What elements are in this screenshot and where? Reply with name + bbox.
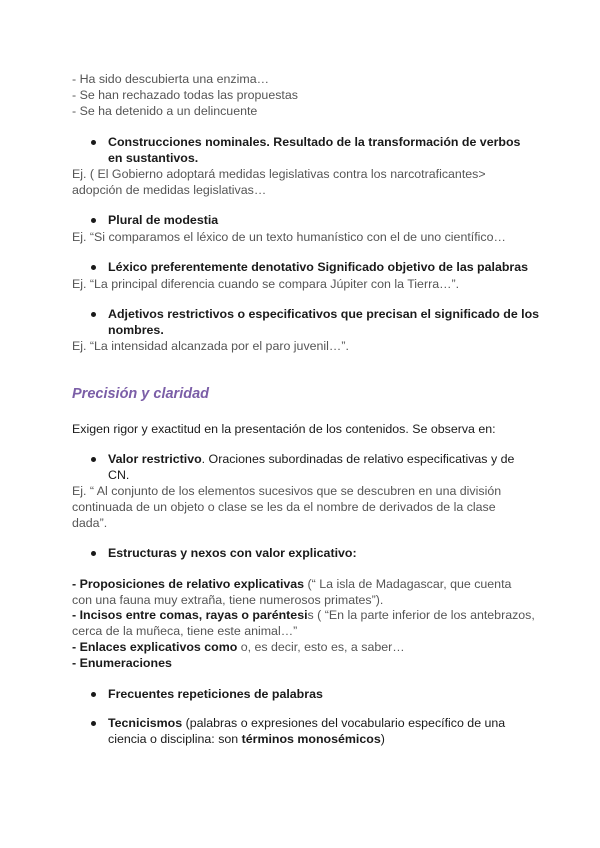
bullet-dot [91,551,96,556]
example-text: continuada de un objeto o clase se les da el nombre de derivados de la clase [72,500,496,514]
intro-list-item: - Se ha detenido a un delincuente [72,104,258,118]
bullet-dot [91,312,96,317]
bullet-nominales: Construcciones nominales. Resultado de la transformación de verbos [108,135,521,149]
bullet-dot [91,692,96,697]
incisos [72,607,535,623]
bullet-valor-bold: Valor restrictivo [108,452,202,466]
example-text: Ej. “La principal diferencia cuando se compara Júpiter con la Tierra…”. [72,277,460,291]
bullet-tecnicismos-cont [108,731,385,747]
tecnicismos-post: ) [380,732,385,746]
bullet-dot [91,721,96,726]
incisos-rest: ( “En la parte inferior de los antebrazos, [313,608,535,622]
bullet-valor-rest: . Oraciones subordinadas de relativo especificativas y de [201,452,515,466]
prop-relativo-bold: - Proposiciones de relativo explicativas [72,577,305,591]
tecnicismos-term: términos monosémicos [241,732,381,746]
example-text: dada”. [72,516,108,530]
bullet-dot [91,265,96,270]
intro-list-item: - Ha sido descubierta una enzima… [72,72,269,86]
bullet-repeticiones: Frecuentes repeticiones de palabras [108,687,323,701]
intro-list-item: - Se han rechazado todas las propuestas [72,88,298,102]
prop-relativo [72,576,511,592]
example-text: Ej. ( El Gobierno adoptará medidas legislativas contra los narcotraficantes> [72,167,486,181]
example-text: adopción de medidas legislativas… [72,183,267,197]
enlaces-bold: - Enlaces explicativos como [72,640,238,654]
tecnicismos-pre: ciencia o disciplina: son [108,732,242,746]
bullet-dot [91,140,96,145]
bullet-lexico: Léxico preferentemente denotativo Significado objetivo de las palabras [108,260,529,274]
prop-relativo-rest: (“ La isla de Madagascar, que cuenta [304,577,512,591]
enlaces [72,639,405,655]
bullet-dot [91,457,96,462]
enlaces-rest: o, es decir, esto es, a saber… [237,640,405,654]
incisos-bold: - Incisos entre comas, rayas o paréntesi [72,608,308,622]
tecnicismos-bold: Tecnicismos [108,716,183,730]
bullet-adjetivos-cont: nombres. [108,323,164,337]
incisos-cont: cerca de la muñeca, tiene este animal…” [72,624,298,638]
bullet-adjetivos: Adjetivos restrictivos o especificativos que precisan el significado de los [108,307,540,321]
bullet-tecnicismos [108,715,505,731]
section-intro: Exigen rigor y exactitud en la presentación de los contenidos. Se observa en: [72,422,496,436]
bullet-estructuras: Estructuras y nexos con valor explicativo: [108,546,357,560]
incisos-s: s [307,608,314,622]
bullet-dot [91,218,96,223]
bullet-valor-cont: CN. [108,468,130,482]
enumeraciones: - Enumeraciones [72,656,172,670]
example-text: Ej. “La intensidad alcanzada por el paro juvenil…”. [72,339,349,353]
prop-relativo-cont: con una fauna muy extraña, tiene numerosos primates”). [72,593,384,607]
example-text: Ej. “Si comparamos el léxico de un texto humanístico con el de uno científico… [72,230,506,244]
bullet-valor [108,451,514,467]
section-title: Precisión y claridad [72,386,210,402]
example-text: Ej. “ Al conjunto de los elementos sucesivos que se descubren en una división [72,484,502,498]
bullet-modestia: Plural de modestia [108,213,219,227]
tecnicismos-rest: (palabras o expresiones del vocabulario específico de una [182,716,506,730]
bullet-nominales-cont: en sustantivos. [108,151,199,165]
